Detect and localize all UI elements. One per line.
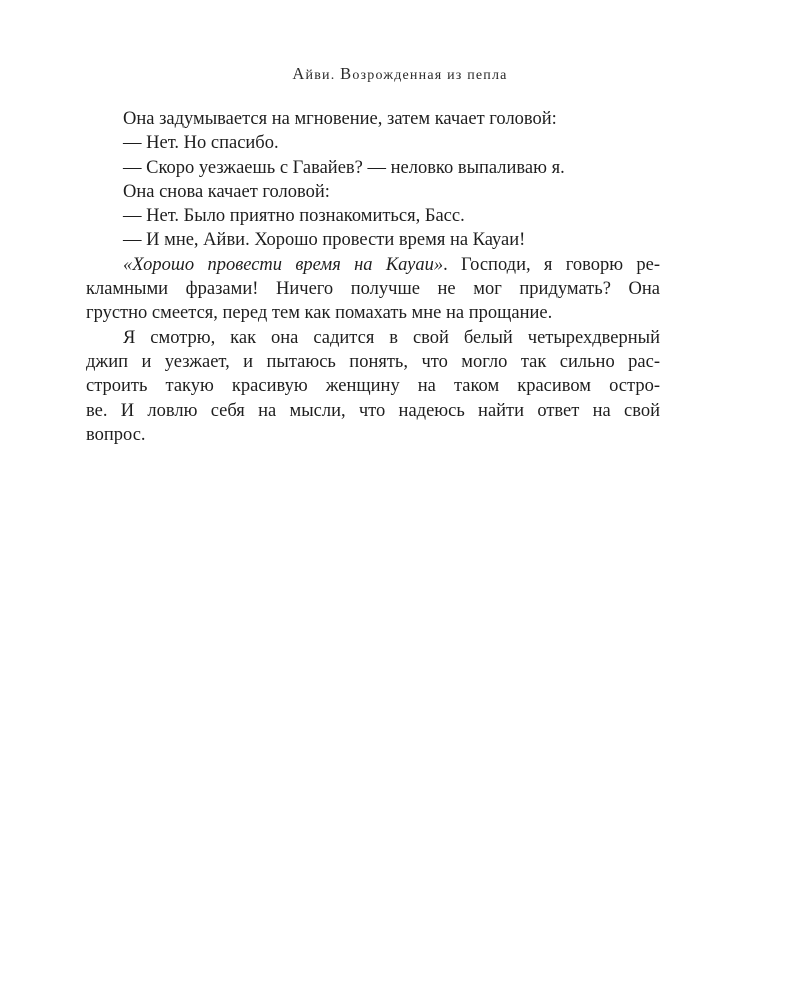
- body-text: [86, 107, 660, 447]
- paragraph-line: Я смотрю, как она садится в свой белый четырехдверный: [123, 327, 660, 348]
- running-head-part-1: йви.: [305, 68, 341, 83]
- paragraph-line-rest: . Господи, я говорю ре-: [443, 254, 660, 275]
- paragraph-line: Она снова качает головой:: [123, 181, 330, 202]
- dialogue-line: — Скоро уезжаешь с Гавайев? — неловко выпаливаю я.: [123, 157, 565, 178]
- dialogue-line: — И мне, Айви. Хорошо провести время на Кауаи!: [123, 230, 526, 251]
- running-head: [0, 64, 800, 84]
- running-head-initial-2: В: [340, 64, 353, 83]
- paragraph-line: строить такую красивую женщину на таком красивом остро-: [86, 376, 660, 397]
- paragraph-line: Она задумывается на мгновение, затем качает головой:: [123, 109, 557, 129]
- paragraph-line: джип и уезжает, и пытаюсь понять, что могло так сильно рас-: [86, 351, 660, 372]
- paragraph-line: [123, 253, 660, 277]
- dialogue-line: — Нет. Но спасибо.: [123, 133, 279, 154]
- italic-quote: «Хорошо провести время на Кауаи»: [123, 254, 444, 275]
- running-head-part-2: озрожденная из пепла: [352, 68, 508, 83]
- paragraph-line: кламными фразами! Ничего получше не мог придумать? Она: [86, 279, 660, 300]
- paragraph-line: грустно смеется, перед тем как помахать мне на прощание.: [86, 303, 553, 324]
- running-head-initial-1: А: [292, 64, 306, 83]
- paragraph-line: вопрос.: [86, 424, 146, 445]
- dialogue-line: — Нет. Было приятно познакомиться, Басс.: [123, 206, 465, 227]
- paragraph-line: ве. И ловлю себя на мысли, что надеюсь найти ответ на свой: [86, 400, 660, 421]
